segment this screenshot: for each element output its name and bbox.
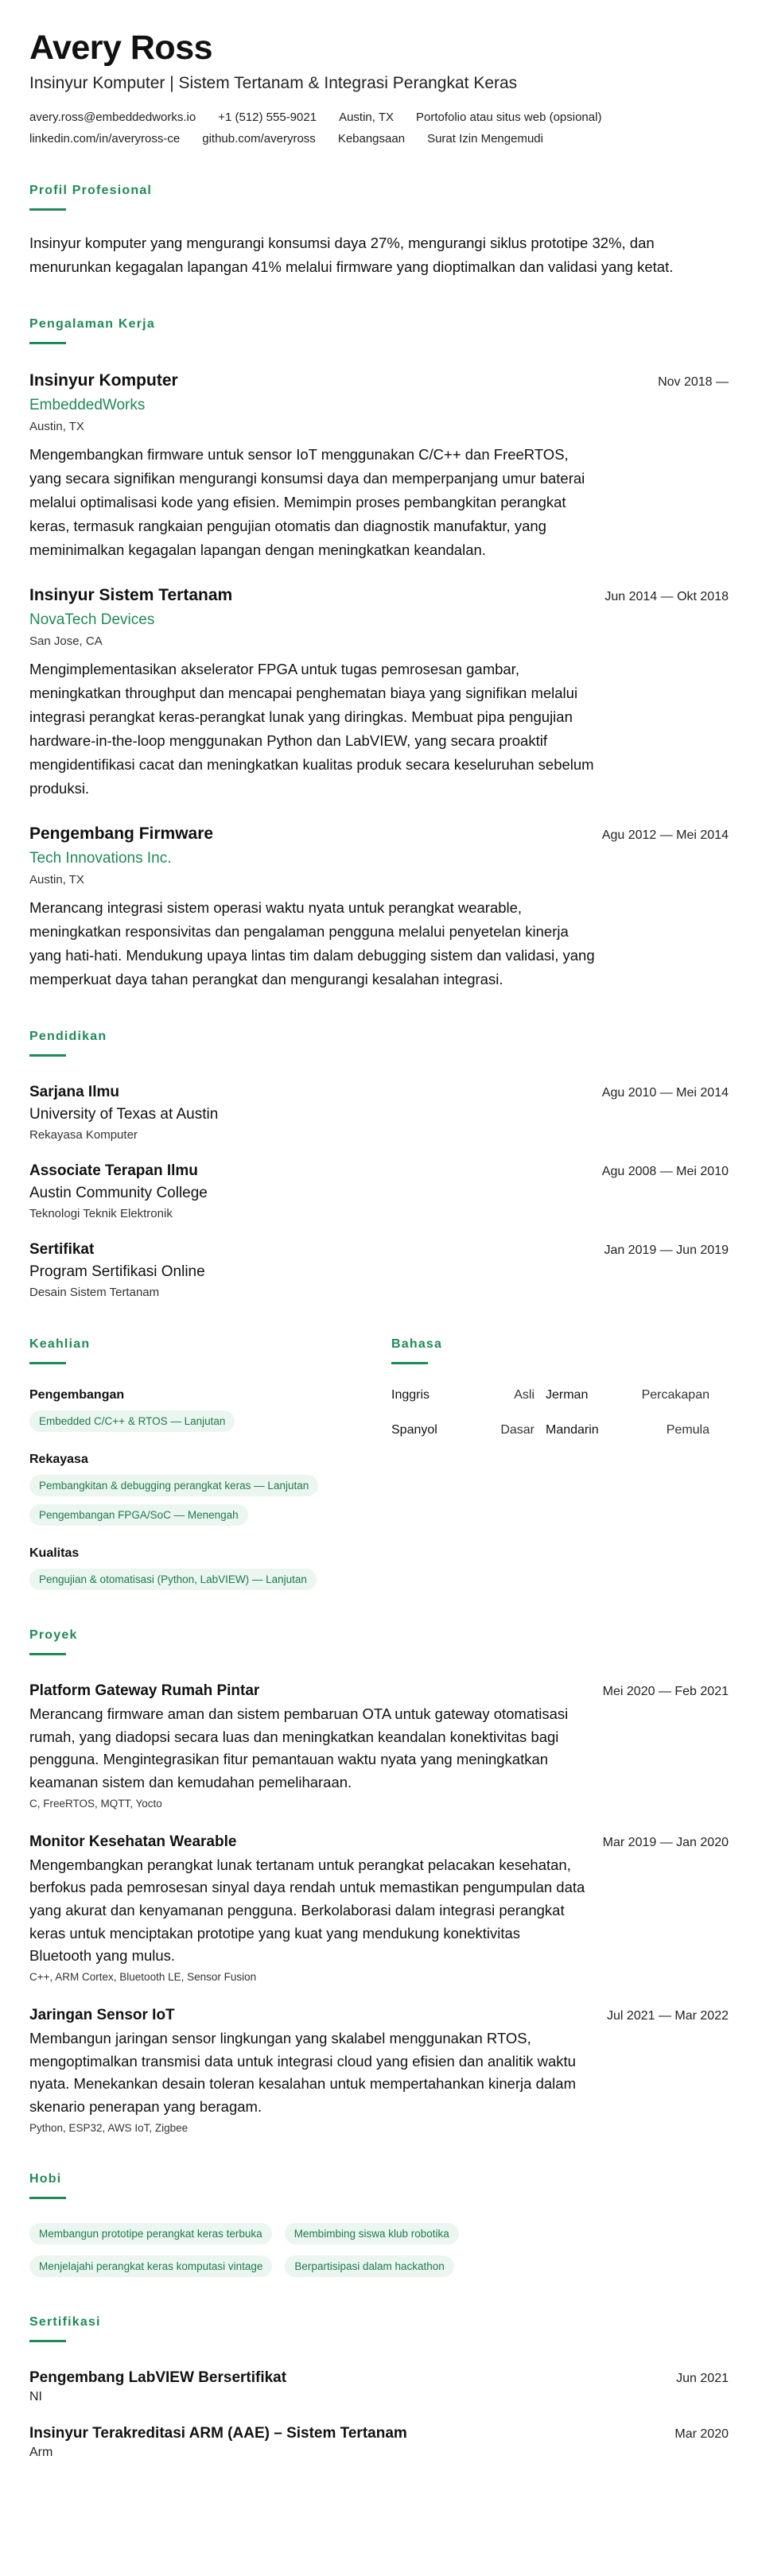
job-dates: Jun 2014 — Okt 2018 [604,590,729,604]
project-description: Mengembangkan perangkat lunak tertanam untuk perangkat pelacakan kesehatan, berfokus pada pemrosesan sinyal daya rendah untuk memastikan pengumpulan data yang akurat dan kenyamanan pengguna. Berkolaborasi dalam integrasi perangkat keras untuk menciptakan prototipe yang kuat yang mendukung konektivitas Bluetooth yang mulus. [29,1856,585,1965]
language-name: Mandarin [546,1422,599,1437]
profile-section [29,184,729,279]
section-title: Pendidikan [29,1029,107,1043]
skill-category: Kualitas [29,1546,80,1560]
section-title: Profil Profesional [29,184,153,198]
skills-languages-row [29,1337,729,1590]
education-dates: Agu 2008 — Mei 2010 [601,1164,729,1178]
contact-github[interactable]: github.com/averyross [202,132,316,146]
education-entry [29,1241,729,1299]
certification-issuer: Arm [29,2445,53,2459]
education-entry [29,1084,729,1142]
skill-group [29,1546,391,1590]
section-title: Bahasa [391,1336,443,1351]
project-name: Monitor Kesehatan Wearable [29,1833,237,1850]
section-divider [29,1054,66,1057]
company-name: EmbeddedWorks [29,397,146,414]
section-divider [391,1362,428,1364]
project-entry [29,1682,729,1810]
project-dates: Mar 2019 — Jan 2020 [602,1835,729,1849]
job-location: San Jose, CA [29,634,103,649]
skill-group [29,1453,391,1526]
project-entry [29,1833,729,1983]
school-name: University of Texas at Austin [29,1105,219,1123]
project-description: Merancang firmware aman dan sistem pembaruan OTA untuk gateway otomatisasi rumah, yang diadopsi secara luas dan meningkatkan keandalan konektivitas bagi pengguna. Mengintegrasikan fitur pemantauan waktu nyata yang meningkatkan keamanan sistem dan kemudahan pemeliharaan. [29,1705,569,1790]
certification-issuer: NI [29,2389,42,2403]
study-field: Teknologi Teknik Elektronik [29,1206,173,1220]
skill-category: Rekayasa [29,1452,88,1466]
language-name: Spanyol [391,1422,437,1437]
job-location: Austin, TX [29,873,84,887]
project-tech: C++, ARM Cortex, Bluetooth LE, Sensor Fusion [29,1970,257,1983]
contact-email[interactable]: avery.ross@embeddedworks.io [29,111,196,125]
hobbies-section [29,2172,729,2277]
skill-category: Pengembangan [29,1387,125,1402]
certification-entry [29,2369,729,2404]
skill-tag: Embedded C/C++ & RTOS — Lanjutan [29,1410,235,1432]
project-dates: Jul 2021 — Mar 2022 [607,2008,729,2023]
school-name: Program Sertifikasi Online [29,1263,205,1280]
section-divider [29,342,66,344]
certification-name: Pengembang LabVIEW Bersertifikat [29,2368,287,2386]
certification-name: Insinyur Terakreditasi ARM (AAE) – Sistem Tertanam [29,2424,407,2442]
language-name: Jerman [546,1387,589,1402]
skills-section [29,1337,391,1590]
experience-section [29,317,729,991]
job-description: Mengimplementasikan akselerator FPGA untuk tugas pemrosesan gambar, meningkatkan throughput dan mencapai penghematan biaya yang signifikan melalui integrasi perangkat keras-perangkat lunak yang diringkas. Membuat pipa pengujian hardware-in-the-loop menggunakan Python dan LabVIEW, yang secara proaktif mengidentifikasi cacat dan meningkatkan kualitas produk secara keseluruhan sebelum produksi. [29,661,594,797]
resume-header [29,29,729,145]
languages-section [391,1337,729,1590]
certification-date: Jun 2021 [676,2371,729,2385]
section-title: Hobi [29,2171,62,2186]
skill-tag: Pengujian & otomatisasi (Python, LabVIEW) — Lanjutan [29,1569,317,1590]
contact-location: Austin, TX [339,111,394,125]
language-list [391,1388,729,1437]
hobby-tag: Membangun prototipe perangkat keras terbuka [29,2223,272,2244]
certification-entry [29,2425,729,2460]
section-divider [29,2197,66,2199]
job-dates: Agu 2012 — Mei 2014 [601,828,729,843]
education-dates: Agu 2010 — Mei 2014 [601,1085,729,1100]
hobby-tag: Menjelajahi perangkat keras komputasi vintage [29,2256,272,2277]
section-title: Pengalaman Kerja [29,317,155,332]
education-section [29,1030,729,1299]
project-name: Jaringan Sensor IoT [29,2006,175,2023]
section-title: Keahlian [29,1336,91,1351]
skill-tag: Pengembangan FPGA/SoC — Menengah [29,1504,248,1526]
project-tech: Python, ESP32, AWS IoT, Zigbee [29,2121,189,2134]
hobby-list [29,2223,634,2277]
candidate-headline: Insinyur Komputer | Sistem Tertanam & Integrasi Perangkat Keras [29,74,518,93]
degree-title: Associate Terapan Ilmu [29,1162,198,1179]
hobby-tag: Membimbing siswa klub robotika [285,2223,459,2244]
hobby-tag: Berpartisipasi dalam hackathon [285,2256,453,2277]
section-title: Sertifikasi [29,2314,101,2329]
school-name: Austin Community College [29,1184,208,1201]
degree-title: Sertifikat [29,1240,95,1258]
project-name: Platform Gateway Rumah Pintar [29,1682,260,1699]
job-location: Austin, TX [29,420,84,434]
language-level: Dasar [500,1422,534,1437]
section-divider [29,1362,66,1364]
company-name: Tech Innovations Inc. [29,850,172,867]
project-description: Membangun jaringan sensor lingkungan yang skalabel menggunakan RTOS, mengoptimalkan transmisi data untuk integrasi cloud yang efisien dan analitik waktu nyata. Menekankan desain toleran kesalahan untuk mempertahankan kinerja dalam skenario penerapan yang beragam. [29,2029,576,2115]
project-tech: C, FreeRTOS, MQTT, Yocto [29,1797,162,1810]
language-level: Pemula [666,1422,709,1437]
certifications-section [29,2315,729,2460]
section-title: Proyek [29,1627,78,1642]
education-dates: Jan 2019 — Jun 2019 [604,1243,729,1257]
contact-driving-license: Surat Izin Mengemudi [427,132,543,146]
project-dates: Mei 2020 — Feb 2021 [602,1684,729,1698]
contact-linkedin[interactable]: linkedin.com/in/averyross-ce [29,132,181,146]
company-name: NovaTech Devices [29,611,155,629]
education-entry [29,1162,729,1220]
job-title: Insinyur Komputer [29,371,178,390]
language-level: Asli [514,1387,534,1402]
section-divider [29,1653,66,1655]
contact-nationality: Kebangsaan [337,132,406,146]
profile-summary: Insinyur komputer yang mengurangi konsumsi daya 27%, mengurangi siklus prototipe 32%, dan menurunkan kegagalan lapangan 41% melalui firmware yang dioptimalkan dan validasi yang ketat. [29,235,674,276]
section-divider [29,208,66,211]
contact-portfolio[interactable]: Portofolio atau situs web (opsional) [415,111,602,125]
experience-entry [29,824,729,991]
section-divider [29,2340,66,2342]
language-name: Inggris [391,1387,430,1402]
language-level: Percakapan [641,1387,709,1402]
study-field: Rekayasa Komputer [29,1127,138,1142]
candidate-name: Avery Ross [29,29,213,67]
contact-phone[interactable]: +1 (512) 555-9021 [218,111,317,125]
job-dates: Nov 2018 — [658,375,729,390]
contact-list [29,111,729,145]
project-entry [29,2007,729,2134]
job-description: Merancang integrasi sistem operasi waktu nyata untuk perangkat wearable, meningkatkan responsivitas dan pengalaman pengguna melalui penyetelan kinerja yang hati-hati. Mendukung upaya lintas tim dalam debugging sistem dan validasi, yang memperkuat daya tahan perangkat dan mengurangi kesalahan integrasi. [29,899,595,987]
job-title: Pengembang Firmware [29,824,214,844]
skill-group [29,1388,391,1432]
skill-tag: Pembangkitan & debugging perangkat keras — Lanjutan [29,1475,318,1496]
degree-title: Sarjana Ilmu [29,1083,119,1100]
certification-date: Mar 2020 [674,2427,729,2441]
study-field: Desain Sistem Tertanam [29,1285,160,1299]
job-title: Insinyur Sistem Tertanam [29,586,233,605]
experience-entry [29,586,729,801]
experience-entry [29,371,729,562]
job-description: Mengembangkan firmware untuk sensor IoT menggunakan C/C++ dan FreeRTOS, yang secara signifikan mengurangi konsumsi daya dan memperpanjang umur baterai melalui optimalisasi kode yang efisien. Memimpin proses pembangkitan perangkat keras, termasuk rangkaian pengujian otomatis dan diagnostik manufaktur, yang meminimalkan kegagalan lapangan dengan meningkatkan keandalan. [29,446,585,559]
projects-section [29,1628,729,2134]
